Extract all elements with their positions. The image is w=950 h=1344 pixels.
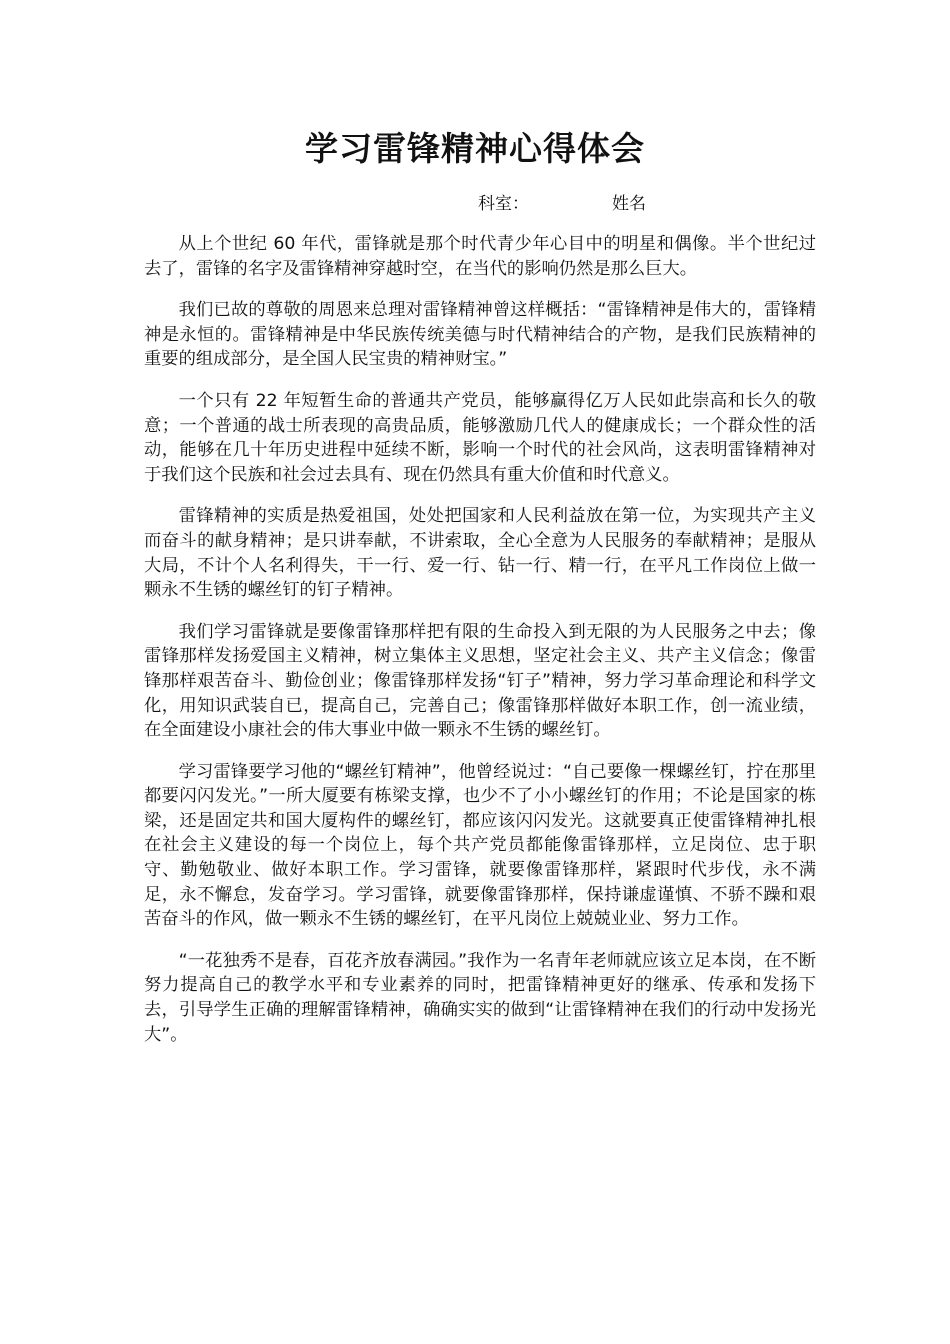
paragraph-2: 我们已故的尊敬的周恩来总理对雷锋精神曾这样概括：“雷锋精神是伟大的，雷锋精神是永恒的。雷锋精神是中华民族传统美德与时代精神结合的产物，是我们民族精神的重要的组成部分，是全国人民宝贵的精神财宝。” <box>144 300 816 370</box>
paragraph-5: 我们学习雷锋就是要像雷锋那样把有限的生命投入到无限的为人民服务之中去；像雷锋那样发扬爱国主义精神，树立集体主义思想，坚定社会主义、共产主义信念；像雷锋那样艰苦奋斗、勤俭创业；像雷锋那样发扬“钉子”精神，努力学习革命理论和科学文化，用知识武装自已，提高自己，完善自己；像雷锋那样做好本职工作，创一流业绩，在全面建设小康社会的伟大事业中做一颗永不生锈的螺丝钉。 <box>144 621 816 741</box>
document-title: 学习雷锋精神心得体会 <box>305 129 645 168</box>
paragraph-4: 雷锋精神的实质是热爱祖国，处处把国家和人民利益放在第一位，为实现共产主义而奋斗的献身精神；是只讲奉献，不讲索取，全心全意为人民服务的奉献精神；是服从大局，不计个人名利得失，干一行、爱一行、钻一行、精一行，在平凡工作岗位上做一颗永不生锈的螺丝钉的钉子精神。 <box>144 506 816 601</box>
paragraph-7: “一花独秀不是春，百花齐放春满园。”我作为一名青年老师就应该立足本岗，在不断努力提高自己的教学水平和专业素养的同时，把雷锋精神更好的继承、传承和发扬下去，引导学生正确的理解雷锋精神，确确实实的做到“让雷锋精神在我们的行动中发扬光大”。 <box>144 950 816 1045</box>
name-label: 姓名 <box>612 194 646 214</box>
department-label: 科室： <box>478 194 529 214</box>
paragraph-6: 学习雷锋要学习他的“螺丝钉精神”，他曾经说过：“自己要像一棵螺丝钉，拧在那里都要闪闪发光。”一所大厦要有栋梁支撑，也少不了小小螺丝钉的作用；不论是国家的栋梁，还是固定共和国大厦构件的螺丝钉，都应该闪闪发光。这就要真正使雷锋精神扎根在社会主义建设的每一个岗位上，每个共产党员都能像雷锋那样，立足岗位、忠于职守、勤勉敬业、做好本职工作。学习雷锋，就要像雷锋那样，紧跟时代步伐，永不满足，永不懈怠，发奋学习。学习雷锋，就要像雷锋那样，保持谦虚谨慎、不骄不躁和艰苦奋斗的作风，做一颗永不生锈的螺丝钉，在平凡岗位上兢兢业业、努力工作。 <box>144 761 816 930</box>
document-body <box>144 232 816 1064</box>
author-info-line <box>478 192 646 216</box>
paragraph-3: 一个只有 22 年短暂生命的普通共产党员，能够赢得亿万人民如此崇高和长久的敬意；一个普通的战士所表现的高贵品质，能够激励几代人的健康成长；一个群众性的活动，能够在几十年历史进程中延续不断，影响一个时代的社会风尚，这表明雷锋精神对于我们这个民族和社会过去具有、现在仍然具有重大价值和时代意义。 <box>144 390 816 485</box>
paragraph-1: 从上个世纪 60 年代，雷锋就是那个时代青少年心目中的明星和偶像。半个世纪过去了，雷锋的名字及雷锋精神穿越时空，在当代的影响仍然是那么巨大。 <box>144 234 816 279</box>
